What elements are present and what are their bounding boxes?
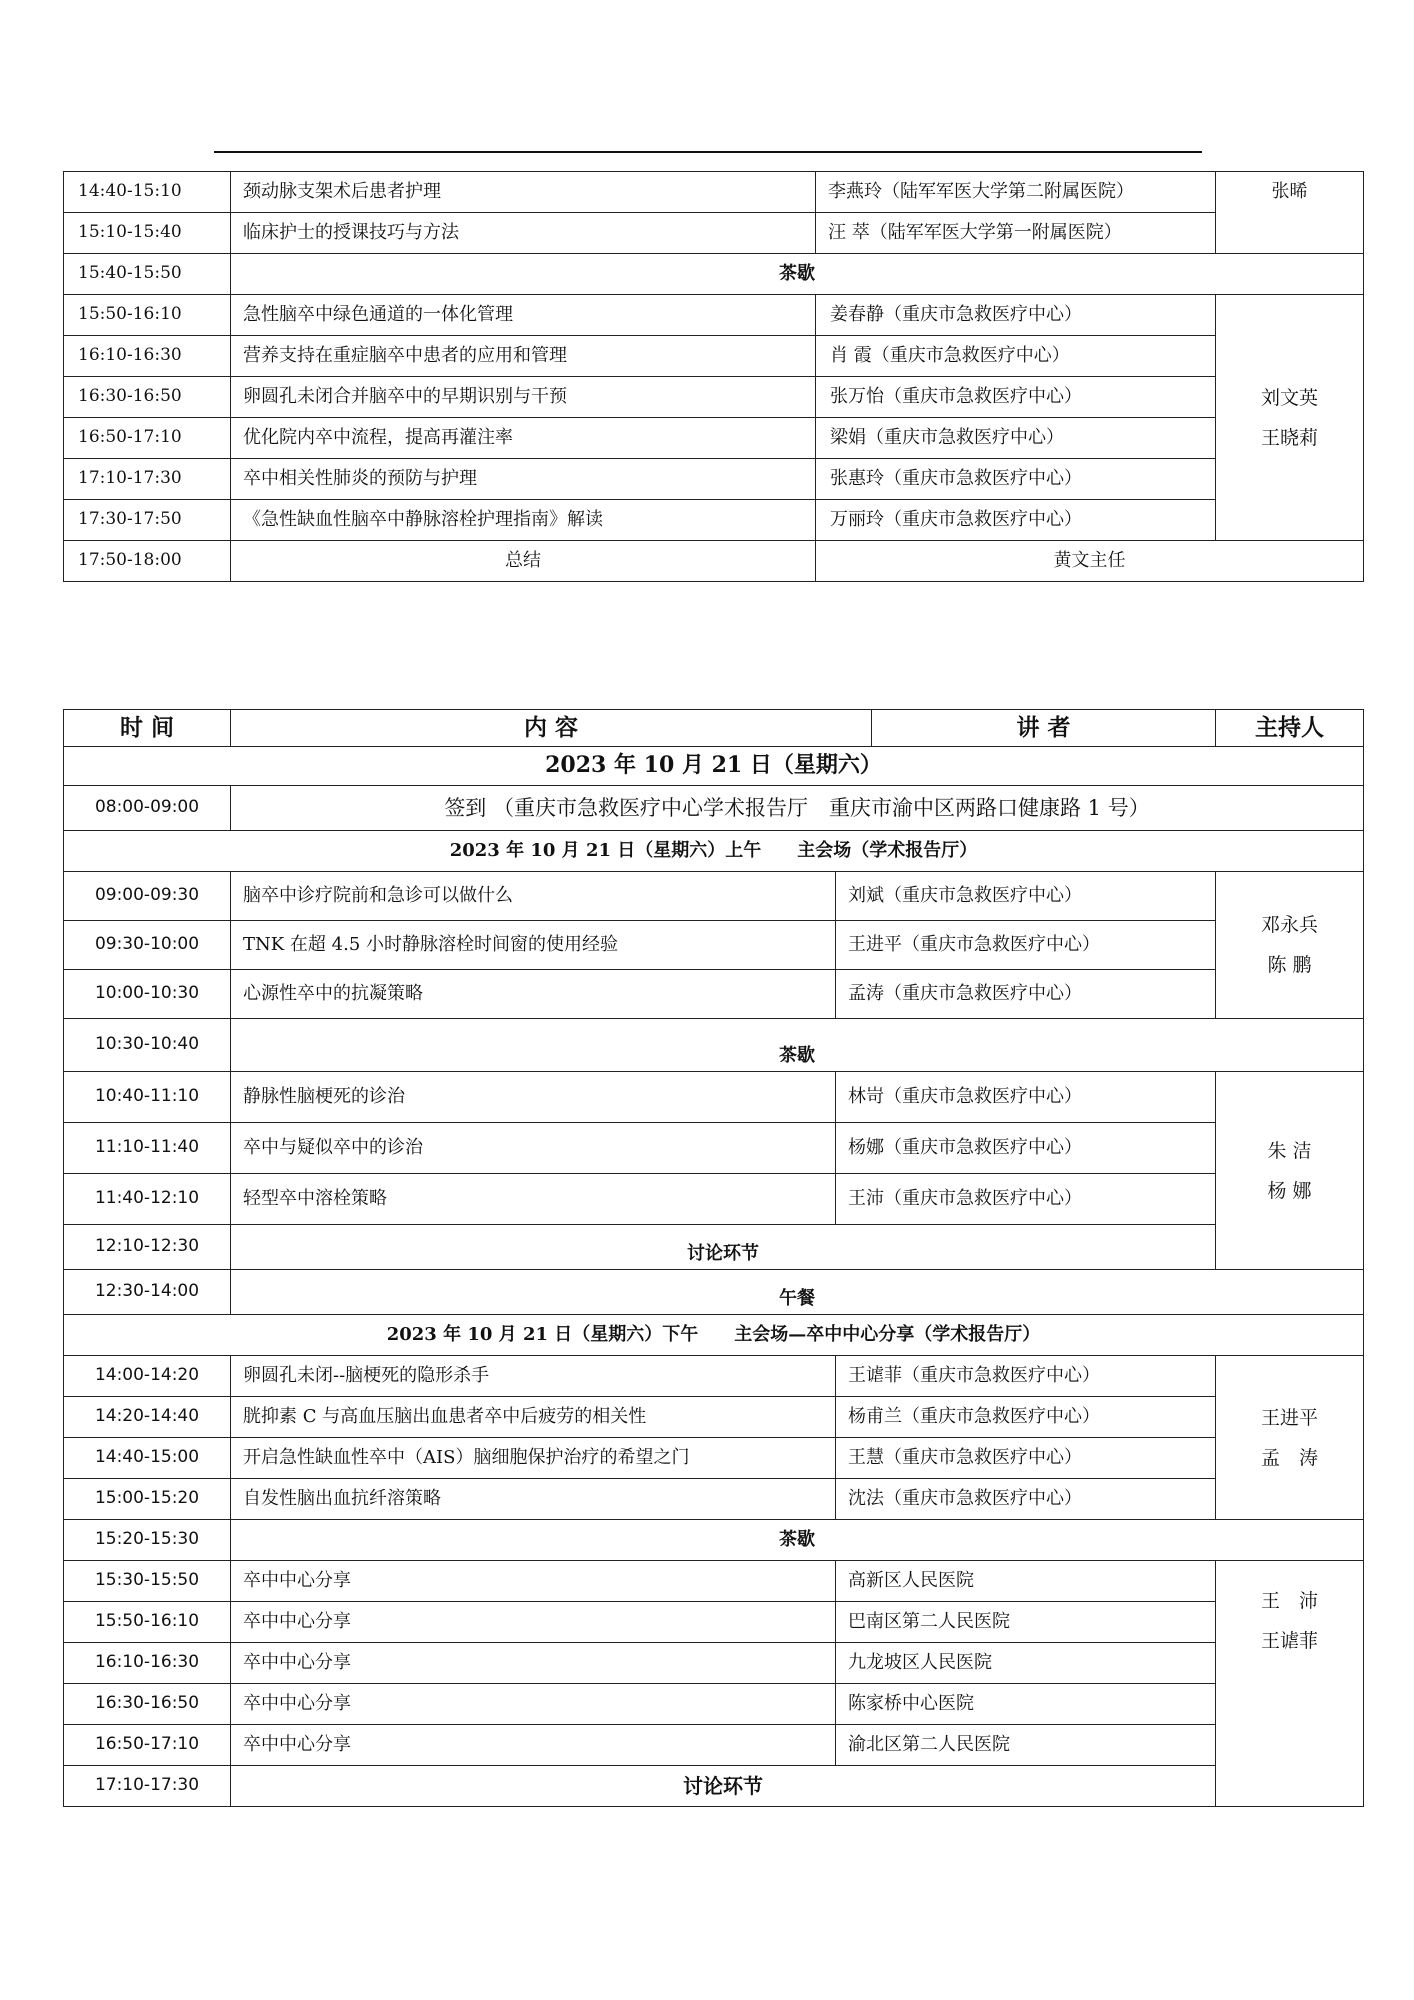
chair-name: 邓永兵 [1261,914,1319,936]
topic-cell: 优化院内卒中流程，提高再灌注率 [231,418,816,459]
time-cell: 16:10-16:30 [64,1643,231,1684]
chair-cell: 张晞 [1216,172,1364,254]
time-cell: 15:00-15:20 [64,1479,231,1520]
chair-name: 王谑菲 [1261,1630,1319,1652]
table-row [64,377,1364,418]
table-row [64,254,1364,295]
lunch-label: 午餐 [231,1270,1364,1315]
time-cell: 11:10-11:40 [64,1123,231,1174]
session-heading: 2023 年 10 月 21 日（星期六）下午 主会场—卒中中心分享（学术报告厅） [64,1315,1364,1356]
topic-cell: 卒中中心分享 [231,1602,836,1643]
header-time: 时 间 [64,710,231,747]
time-cell: 14:00-14:20 [64,1356,231,1397]
time-cell: 16:10-16:30 [64,336,231,377]
table-row [64,1766,1364,1807]
table-row [64,1356,1364,1397]
table-row [64,1643,1364,1684]
chair-name: 王晓莉 [1260,426,1318,449]
table-row [64,1561,1364,1602]
speaker-cell: 巴南区第二人民医院 [836,1602,1216,1643]
speaker-cell: 王进平（重庆市急救医疗中心） [836,921,1216,970]
topic-cell: 卒中相关性肺炎的预防与护理 [231,459,816,500]
time-cell: 08:00-09:00 [64,786,231,831]
time-cell: 15:50-16:10 [64,1602,231,1643]
topic-cell: 卒中中心分享 [231,1725,836,1766]
speaker-cell: 张万怡（重庆市急救医疗中心） [816,377,1216,418]
date-row [64,747,1364,786]
table-row [64,541,1364,582]
speaker-cell: 梁娟（重庆市急救医疗中心） [816,418,1216,459]
time-cell: 15:20-15:30 [64,1520,231,1561]
summary-speaker: 黄文主任 [816,541,1364,582]
topic-cell: 卒中中心分享 [231,1561,836,1602]
time-cell: 14:40-15:00 [64,1438,231,1479]
time-cell: 14:20-14:40 [64,1397,231,1438]
time-cell: 12:10-12:30 [64,1225,231,1270]
table-row [64,1725,1364,1766]
speaker-cell: 李燕玲（陆军军医大学第二附属医院） [816,172,1216,213]
time-cell: 15:40-15:50 [64,254,231,295]
speaker-cell: 陈家桥中心医院 [836,1684,1216,1725]
speaker-cell: 肖 霞（重庆市急救医疗中心） [816,336,1216,377]
speaker-cell: 九龙坡区人民医院 [836,1643,1216,1684]
discussion-label: 讨论环节 [231,1766,1216,1807]
date-heading: 2023 年 10 月 21 日（星期六） [64,747,1364,786]
discussion-label: 讨论环节 [231,1225,1216,1270]
header-content: 内 容 [231,710,872,746]
table-row [64,1072,1364,1123]
topic-cell: 临床护士的授课技巧与方法 [231,213,816,254]
speaker-cell: 林岢（重庆市急救医疗中心） [836,1072,1216,1123]
session-row [64,1315,1364,1356]
topic-cell: 《急性缺血性脑卒中静脉溶栓护理指南》解读 [231,500,816,541]
time-cell: 16:30-16:50 [64,1684,231,1725]
table-row [64,1123,1364,1174]
topic-cell: 心源性卒中的抗凝策略 [231,970,836,1019]
time-cell: 15:30-15:50 [64,1561,231,1602]
table-row [64,1438,1364,1479]
time-cell: 16:50-17:10 [64,1725,231,1766]
speaker-cell: 刘斌（重庆市急救医疗中心） [836,872,1216,921]
table-row [64,1019,1364,1072]
time-cell: 09:30-10:00 [64,921,231,970]
topic-cell: 胱抑素 C 与高血压脑出血患者卒中后疲劳的相关性 [231,1397,836,1438]
header-speaker: 讲 者 [1016,715,1071,741]
time-cell: 09:00-09:30 [64,872,231,921]
table-row [64,295,1364,336]
speaker-cell: 沈法（重庆市急救医疗中心） [836,1479,1216,1520]
header-rule [214,151,1202,153]
speaker-cell: 渝北区第二人民医院 [836,1725,1216,1766]
speaker-cell: 高新区人民医院 [836,1561,1216,1602]
table-row [64,1520,1364,1561]
table-row [64,459,1364,500]
chair-name: 朱 洁 [1267,1139,1312,1162]
signin-text: 签到 （重庆市急救医疗中心学术报告厅 重庆市渝中区两路口健康路 1 号） [231,786,1364,831]
topic-cell: 轻型卒中溶栓策略 [231,1174,836,1225]
time-cell: 16:50-17:10 [64,418,231,459]
table-row [64,1684,1364,1725]
topic-cell: 开启急性缺血性卒中（AIS）脑细胞保护治疗的希望之门 [231,1438,836,1479]
speaker-cell: 姜春静（重庆市急救医疗中心） [816,295,1216,336]
table-row [64,500,1364,541]
table-row [64,786,1364,831]
speaker-cell: 杨娜（重庆市急救医疗中心） [836,1123,1216,1174]
chair-name: 王 沛 [1261,1590,1319,1612]
header-chair: 主持人 [1216,710,1364,747]
break-label: 茶歇 [231,1019,1364,1072]
topic-cell: 营养支持在重症脑卒中患者的应用和管理 [231,336,816,377]
chair-name: 陈 鹏 [1267,954,1312,976]
time-cell: 17:10-17:30 [64,1766,231,1807]
topic-cell: TNK 在超 4.5 小时静脉溶栓时间窗的使用经验 [231,921,836,970]
time-cell: 10:00-10:30 [64,970,231,1019]
speaker-cell: 王沛（重庆市急救医疗中心） [836,1174,1216,1225]
session-row [64,831,1364,872]
speaker-cell: 孟涛（重庆市急救医疗中心） [836,970,1216,1019]
speaker-cell: 汪 萃（陆军军医大学第一附属医院） [816,213,1216,254]
chair-name: 王进平 [1261,1406,1319,1429]
time-cell: 17:10-17:30 [64,459,231,500]
time-cell: 17:30-17:50 [64,500,231,541]
topic-cell: 脑卒中诊疗院前和急诊可以做什么 [231,872,836,921]
topic-cell: 卒中与疑似卒中的诊治 [231,1123,836,1174]
summary-label: 总结 [231,541,816,582]
table-row [64,336,1364,377]
time-cell: 17:50-18:00 [64,541,231,582]
table-row [64,1225,1364,1270]
time-cell: 12:30-14:00 [64,1270,231,1315]
topic-cell: 自发性脑出血抗纤溶策略 [231,1479,836,1520]
topic-cell: 卵圆孔未闭合并脑卒中的早期识别与干预 [231,377,816,418]
time-cell: 15:10-15:40 [64,213,231,254]
table-row [64,1479,1364,1520]
speaker-cell: 杨甫兰（重庆市急救医疗中心） [836,1397,1216,1438]
topic-cell: 卵圆孔未闭--脑梗死的隐形杀手 [231,1356,836,1397]
time-cell: 14:40-15:10 [64,172,231,213]
chair-name: 孟 涛 [1261,1446,1319,1469]
time-cell: 15:50-16:10 [64,295,231,336]
chair-cell [1216,1356,1364,1520]
table-row [64,1397,1364,1438]
table-row [64,970,1364,1019]
table-row [64,172,1364,213]
chair-cell [1216,1561,1364,1807]
topic-cell: 静脉性脑梗死的诊治 [231,1072,836,1123]
table-row [64,213,1364,254]
schedule-table-continued [63,171,1364,582]
table-row [64,418,1364,459]
break-label: 茶歇 [231,254,1364,295]
topic-cell: 卒中中心分享 [231,1684,836,1725]
chair-name: 刘文英 [1260,386,1318,409]
topic-cell: 卒中中心分享 [231,1643,836,1684]
chair-name: 杨 娜 [1267,1179,1312,1202]
break-label: 茶歇 [231,1520,1364,1561]
table-row [64,1270,1364,1315]
speaker-cell: 王慧（重庆市急救医疗中心） [836,1438,1216,1479]
topic-cell: 急性脑卒中绿色通道的一体化管理 [231,295,816,336]
table-header [64,710,1364,747]
topic-cell: 颈动脉支架术后患者护理 [231,172,816,213]
table-row [64,872,1364,921]
chair-cell [1216,295,1364,541]
speaker-cell: 万丽玲（重庆市急救医疗中心） [816,500,1216,541]
speaker-cell: 张惠玲（重庆市急救医疗中心） [816,459,1216,500]
time-cell: 16:30-16:50 [64,377,231,418]
chair-cell [1216,872,1364,1019]
table-row [64,921,1364,970]
speaker-cell: 王谑菲（重庆市急救医疗中心） [836,1356,1216,1397]
time-cell: 10:30-10:40 [64,1019,231,1072]
time-cell: 10:40-11:10 [64,1072,231,1123]
time-cell: 11:40-12:10 [64,1174,231,1225]
schedule-table-oct21 [63,709,1364,1807]
table-row [64,1602,1364,1643]
header-content-speaker [231,710,1216,747]
chair-cell [1216,1072,1364,1270]
table-row [64,1174,1364,1225]
session-heading: 2023 年 10 月 21 日（星期六）上午 主会场（学术报告厅） [64,831,1364,872]
